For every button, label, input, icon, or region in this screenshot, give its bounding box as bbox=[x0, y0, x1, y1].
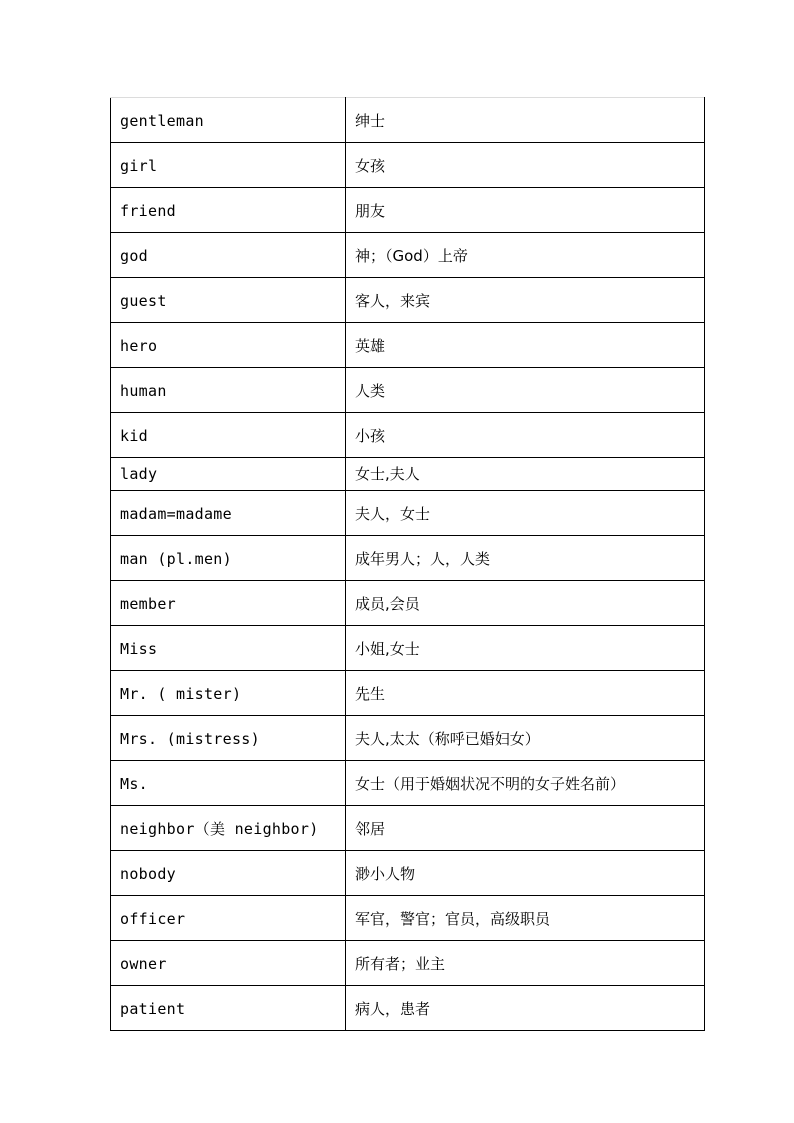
word-cell: Ms. bbox=[111, 761, 346, 806]
meaning-cell: 小姐,女士 bbox=[346, 626, 705, 671]
word-cell: Miss bbox=[111, 626, 346, 671]
table-row bbox=[111, 491, 705, 536]
meaning-cell: 人类 bbox=[346, 368, 705, 413]
meaning-cell: 夫人,太太（称呼已婚妇女） bbox=[346, 716, 705, 761]
table-row bbox=[111, 458, 705, 491]
meaning-cell: 女士,夫人 bbox=[346, 458, 705, 491]
word-cell: patient bbox=[111, 986, 346, 1031]
word-cell: hero bbox=[111, 323, 346, 368]
table-row bbox=[111, 986, 705, 1031]
table-row bbox=[111, 413, 705, 458]
table-row bbox=[111, 143, 705, 188]
word-cell: gentleman bbox=[111, 98, 346, 143]
table-row bbox=[111, 188, 705, 233]
meaning-cell: 女孩 bbox=[346, 143, 705, 188]
table-row bbox=[111, 323, 705, 368]
meaning-cell: 成员,会员 bbox=[346, 581, 705, 626]
meaning-cell: 朋友 bbox=[346, 188, 705, 233]
meaning-cell: 夫人，女士 bbox=[346, 491, 705, 536]
meaning-cell: 绅士 bbox=[346, 98, 705, 143]
word-cell: lady bbox=[111, 458, 346, 491]
table-row bbox=[111, 851, 705, 896]
table-row bbox=[111, 626, 705, 671]
word-cell: girl bbox=[111, 143, 346, 188]
table-row bbox=[111, 716, 705, 761]
word-cell: man (pl.men) bbox=[111, 536, 346, 581]
meaning-cell: 英雄 bbox=[346, 323, 705, 368]
word-cell: guest bbox=[111, 278, 346, 323]
table-row bbox=[111, 941, 705, 986]
word-cell: madam=madame bbox=[111, 491, 346, 536]
meaning-cell: 所有者；业主 bbox=[346, 941, 705, 986]
meaning-cell: 先生 bbox=[346, 671, 705, 716]
table-row bbox=[111, 806, 705, 851]
table-row bbox=[111, 536, 705, 581]
table-row bbox=[111, 233, 705, 278]
word-cell: Mr. ( mister) bbox=[111, 671, 346, 716]
vocabulary-table-body bbox=[111, 98, 705, 1031]
word-cell: member bbox=[111, 581, 346, 626]
word-cell: neighbor（美 neighbor) bbox=[111, 806, 346, 851]
meaning-cell: 病人，患者 bbox=[346, 986, 705, 1031]
table-row bbox=[111, 278, 705, 323]
word-cell: god bbox=[111, 233, 346, 278]
meaning-cell: 渺小人物 bbox=[346, 851, 705, 896]
meaning-cell: 成年男人；人，人类 bbox=[346, 536, 705, 581]
table-row bbox=[111, 581, 705, 626]
table-row bbox=[111, 671, 705, 716]
meaning-cell: 女士（用于婚姻状况不明的女子姓名前） bbox=[346, 761, 705, 806]
word-cell: human bbox=[111, 368, 346, 413]
meaning-cell: 客人，来宾 bbox=[346, 278, 705, 323]
table-row bbox=[111, 368, 705, 413]
word-cell: officer bbox=[111, 896, 346, 941]
word-cell: Mrs. (mistress) bbox=[111, 716, 346, 761]
meaning-cell: 邻居 bbox=[346, 806, 705, 851]
meaning-cell: 军官，警官；官员，高级职员 bbox=[346, 896, 705, 941]
word-cell: kid bbox=[111, 413, 346, 458]
meaning-cell: 神；（God）上帝 bbox=[346, 233, 705, 278]
vocabulary-table bbox=[110, 97, 705, 1031]
table-row bbox=[111, 896, 705, 941]
table-row bbox=[111, 761, 705, 806]
meaning-cell: 小孩 bbox=[346, 413, 705, 458]
word-cell: nobody bbox=[111, 851, 346, 896]
word-cell: friend bbox=[111, 188, 346, 233]
word-cell: owner bbox=[111, 941, 346, 986]
table-row bbox=[111, 98, 705, 143]
